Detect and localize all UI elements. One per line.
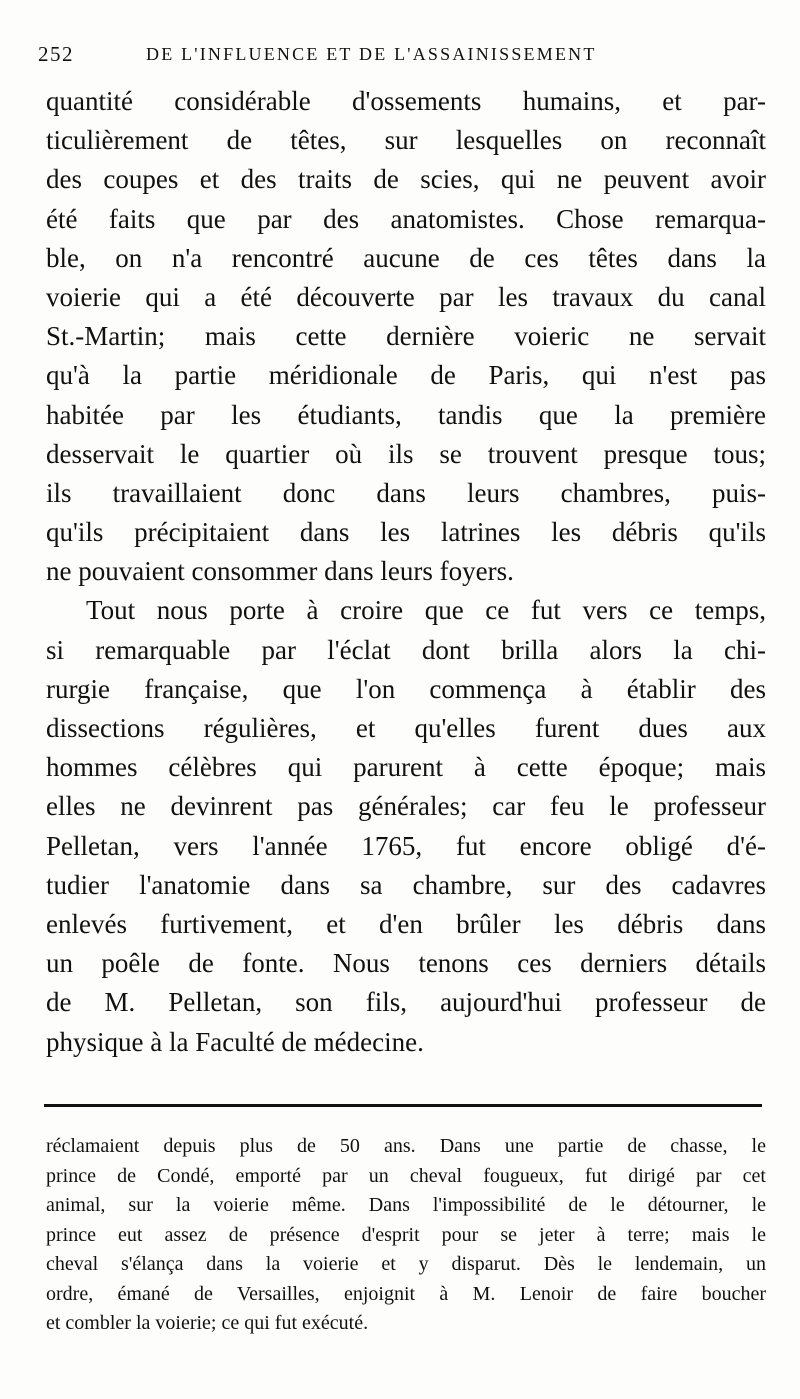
text-line: un poêle de fonte. Nous tenons ces derniers détails [46,948,766,979]
text-line: si remarquable par l'éclat dont brilla alors la chi- [46,634,766,665]
text-line: rurgie française, que l'on commença à établir des [46,673,766,704]
footnote-line: et combler la voierie; ce qui fut exécuté. [46,1312,369,1334]
paragraph-2 [46,591,766,1061]
footnote-line: prince de Condé, emporté par un cheval fougueux, fut dirigé par cet [46,1164,766,1187]
footnote-line: cheval s'élança dans la voierie et y disparut. Dès le lendemain, un [46,1253,766,1275]
footnote-line: ordre, émané de Versailles, enjoignit à M. Lenoir de faire boucher [46,1282,766,1305]
text-line: ils travaillaient donc dans leurs chambres, puis- [46,477,766,508]
text-line: ble, on n'a rencontré aucune de ces têtes dans la [46,242,766,273]
text-line: Tout nous porte à croire que ce fut vers ce temps, [86,595,766,626]
text-line: ne pouvaient consommer dans leurs foyers. [46,556,514,587]
text-line: dissections régulières, et qu'elles furent dues aux [46,713,766,743]
footnote-line: réclamaient depuis plus de 50 ans. Dans une partie de chasse, le [46,1135,766,1157]
text-line: St.-Martin; mais cette dernière voieric ne servait [46,321,766,352]
running-head [38,42,758,72]
text-line: qu'à la partie méridionale de Paris, qui n'est pas [46,360,766,391]
text-line: des coupes et des traits de scies, qui ne peuvent avoir [46,164,766,195]
paragraph-1 [46,82,766,591]
main-text [46,82,766,1062]
text-line: elles ne devinrent pas générales; car feu le professeur [46,791,766,822]
text-line: qu'ils précipitaient dans les latrines les débris qu'ils [46,517,766,548]
text-line: desservait le quartier où ils se trouvent presque tous; [46,438,766,469]
text-line: habitée par les étudiants, tandis que la première [46,399,766,430]
text-line: ticulièrement de têtes, sur lesquelles on reconnaît [46,125,766,156]
text-line: physique à la Faculté de médecine. [46,1026,424,1057]
footnote-divider [44,1104,762,1107]
text-line: Pelletan, vers l'année 1765, fut encore obligé d'é- [46,830,766,861]
running-title: DE L'INFLUENCE ET DE L'ASSAINISSEMENT [146,44,597,64]
footnote-line: prince eut assez de présence d'esprit pour se jeter à terre; mais le [46,1223,766,1246]
footnote-line: animal, sur la voierie même. Dans l'impossibilité de le détourner, le [46,1194,766,1216]
text-line: tudier l'anatomie dans sa chambre, sur des cadavres [46,869,766,900]
text-line: été faits que par des anatomistes. Chose remarqua- [46,203,766,234]
text-line: hommes célèbres qui parurent à cette époque; mais [46,752,766,783]
footnote [46,1132,766,1339]
text-line: quantité considérable d'ossements humains, et par- [46,86,766,116]
text-line: voierie qui a été découverte par les travaux du canal [46,281,766,312]
text-line: de M. Pelletan, son fils, aujourd'hui professeur de [46,987,766,1018]
page-number: 252 [38,42,74,66]
text-line: enlevés furtivement, et d'en brûler les débris dans [46,908,766,939]
